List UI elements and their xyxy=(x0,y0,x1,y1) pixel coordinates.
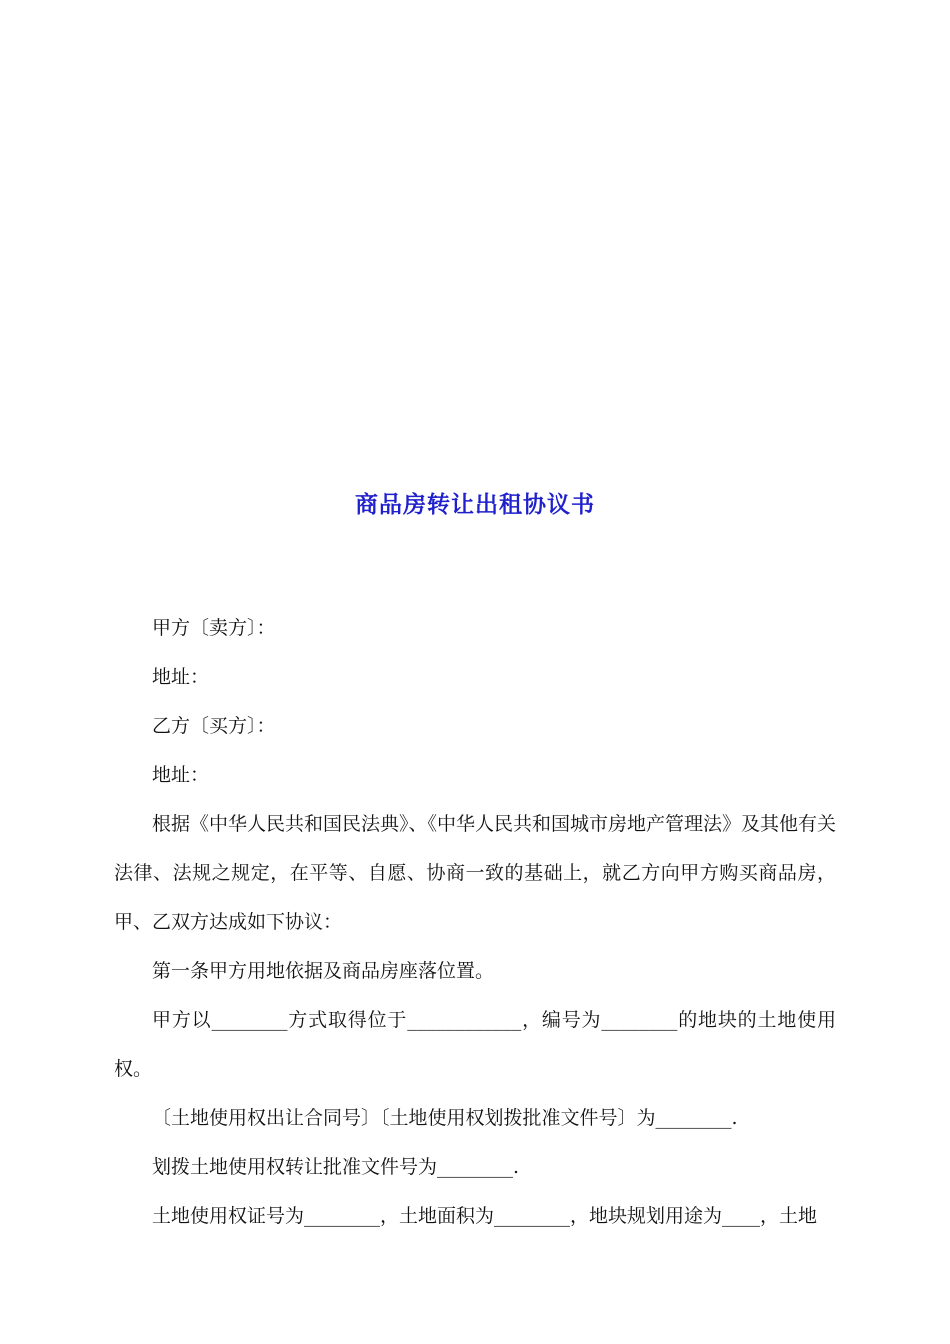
paragraph-party-a-address: 地址： xyxy=(152,666,210,688)
document-body xyxy=(114,604,836,1241)
paragraph-land-acquisition: 甲方以________方式取得位于____________，编号为________的地块的土地使用权。 xyxy=(114,1009,836,1080)
paragraph-preamble: 根据《中华人民共和国民法典》、《中华人民共和国城市房地产管理法》及其他有关法律、法规之规定，在平等、自愿、协商一致的基础上，就乙方向甲方购买商品房，甲、乙双方达成如下协议： xyxy=(114,813,837,933)
paragraph-party-b-address: 地址： xyxy=(152,764,210,786)
document-title: 商品房转让出租协议书 xyxy=(355,491,595,518)
paragraph-party-a: 甲方〔卖方〕： xyxy=(152,617,276,639)
paragraph-transfer-approval: 划拨土地使用权转让批准文件号为________. xyxy=(152,1156,520,1178)
paragraph-land-certificate: 土地使用权证号为________，土地面积为________，地块规划用途为____，土地 xyxy=(152,1205,818,1227)
paragraph-party-b: 乙方〔买方〕： xyxy=(152,715,276,737)
paragraph-contract-number: 〔土地使用权出让合同号〕〔土地使用权划拨批准文件号〕为________. xyxy=(152,1107,738,1129)
paragraph-article-1: 第一条甲方用地依据及商品房座落位置。 xyxy=(152,960,495,982)
